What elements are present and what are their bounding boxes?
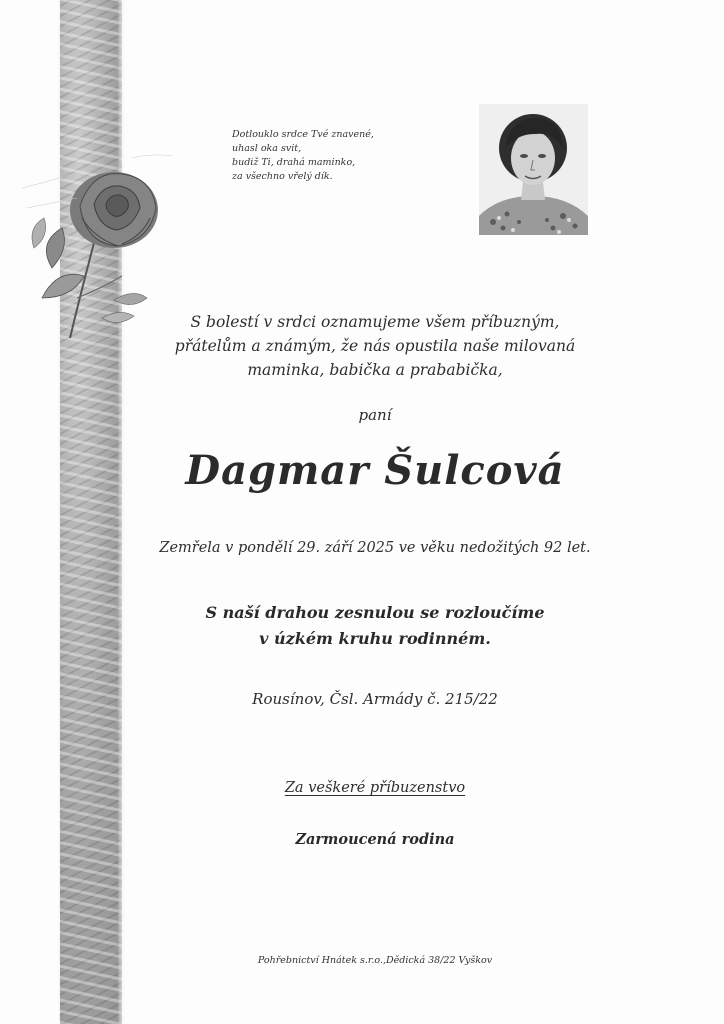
intro-line: přátelům a známým, že nás opustila naše milovaná xyxy=(174,337,576,355)
farewell-line: v úzkém kruhu rodinném. xyxy=(259,629,491,648)
intro-line: S bolestí v srdci oznamujeme všem příbuzným, xyxy=(190,313,560,331)
family-note xyxy=(140,780,610,796)
poem-line: budiž Ti, drahá maminko, xyxy=(232,157,356,168)
funeral-home-footer: Pohřebnictví Hnátek s.r.o.,Dědická 38/22 Vyškov xyxy=(257,955,493,966)
portrait-photo xyxy=(479,104,588,235)
title-pani: paní xyxy=(358,406,392,424)
announcement-intro xyxy=(140,310,610,382)
deceased-name: Dagmar Šulcová xyxy=(185,447,565,494)
poem-line: uhasl oka svit, xyxy=(232,143,302,154)
portrait-icon xyxy=(479,104,588,235)
address: Rousínov, Čsl. Armády č. 215/22 xyxy=(252,690,498,708)
family-signature: Zarmoucená rodina xyxy=(295,831,455,848)
poem-line: Dotlouklо srdce Tvé znavené, xyxy=(232,129,374,140)
poem-line: za všechno vřelý dík. xyxy=(232,171,333,182)
farewell-line: S naší drahou zesnulou se rozloučíme xyxy=(205,603,545,622)
family-note-text: Za veškeré příbuzenstvo xyxy=(284,780,466,796)
farewell-notice xyxy=(140,600,610,652)
intro-line: maminka, babička a prababička, xyxy=(247,361,503,379)
poem xyxy=(232,128,432,184)
death-details: Zemřela v pondělí 29. září 2025 ve věku nedožitých 92 let. xyxy=(159,540,591,556)
